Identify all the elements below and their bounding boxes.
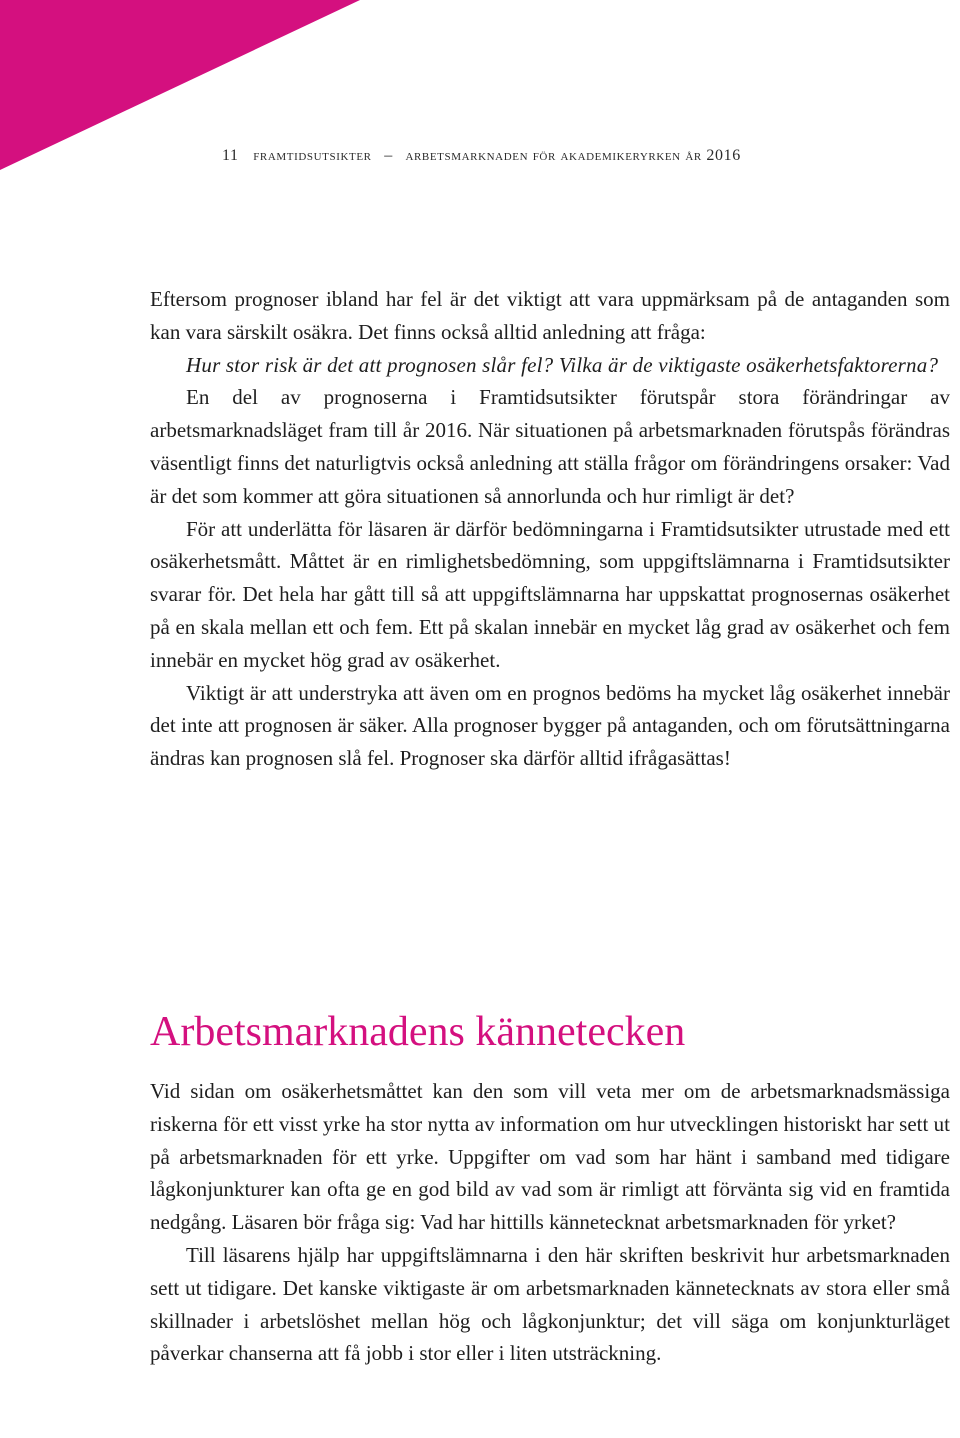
section-title: Arbetsmarknadens kännetecken (150, 1009, 686, 1055)
paragraph-intro: Eftersom prognoser ibland har fel är det viktigt att vara uppmärksam på de antaganden som kan vara särskilt osäkra. Det finns också alltid anledning att fråga: (150, 287, 950, 344)
paragraph-changes: En del av prognoserna i Framtidsutsikter förutspår stora förändringar av arbetsmarknadsläget fram till år 2016. När situationen på arbetsmarknaden förutspås förändras väsentligt finns det naturligtvis också anledning att ställa frågor om förändringens orsaker: Vad är det som kommer att göra situationen så annorlunda och hur rimligt är det? (150, 385, 950, 508)
body-text (150, 283, 950, 775)
running-header (222, 147, 741, 165)
question-paragraph: Hur stor risk är det att prognosen slår fel? Vilka är de viktigaste osäkerhetsfaktorerna? (186, 352, 939, 377)
header-separator: – (384, 147, 393, 164)
corner-triangle (0, 0, 360, 170)
paragraph-uncertainty-measure: För att underlätta för läsaren är därför bedömningarna i Framtidsutsikter utrustade med ett osäkerhetsmått. Måttet är en rimlighetsbedömning, som uppgiftslämnarna i Framtidsutsikter svarar för. Det hela har gått till så att uppgiftslämnarna har uppskattat prognosernas osäkerhet på en skala mellan ett och fem. Ett på skalan innebär en mycket låg grad av osäkerhet och fem innebär en mycket hög grad av osäkerhet. (150, 516, 950, 672)
corner-decoration (0, 0, 360, 170)
section-paragraph-history: Vid sidan om osäkerhetsmåttet kan den som vill veta mer om de arbetsmarknadsmässiga riskerna för ett visst yrke ha stor nytta av information om hur utvecklingen historiskt har sett ut på arbetsmarknaden för ett yrke. Uppgifter om vad som har hänt i samband med tidigare lågkonjunkturer kan ofta ge en god bild av vad som är rimligt att förvänta sig vid en framtida nedgång. Läsaren bör fråga sig: Vad har hittills kännetecknat arbetsmarknaden för yrket? (150, 1079, 950, 1235)
section-body-text (150, 1075, 950, 1370)
publication-subtitle: arbetsmarknaden för akademikeryrken år 2016 (405, 147, 741, 164)
section-paragraph-help: Till läsarens hjälp har uppgiftslämnarna i den här skriften beskrivit hur arbetsmarknaden sett ut tidigare. Det kanske viktigaste är om arbetsmarknaden kännetecknats av stora eller små skillnader i arbetslöshet mellan hög och lågkonjunktur; det vill säga om konjunkturläget påverkar chanserna att få jobb i stor eller i liten utsträckning. (150, 1242, 950, 1366)
corner-triangle-graphic (0, 0, 360, 170)
page-number: 11 (222, 147, 239, 164)
paragraph-caution: Viktigt är att understryka att även om en prognos bedöms ha mycket låg osäkerhet innebär det inte att prognosen är säker. Alla prognoser bygger på antaganden, och om förutsättningarna ändras kan prognosen slå fel. Prognoser ska därför alltid ifrågasättas! (150, 680, 950, 771)
publication-name: framtidsutsikter (253, 147, 372, 164)
